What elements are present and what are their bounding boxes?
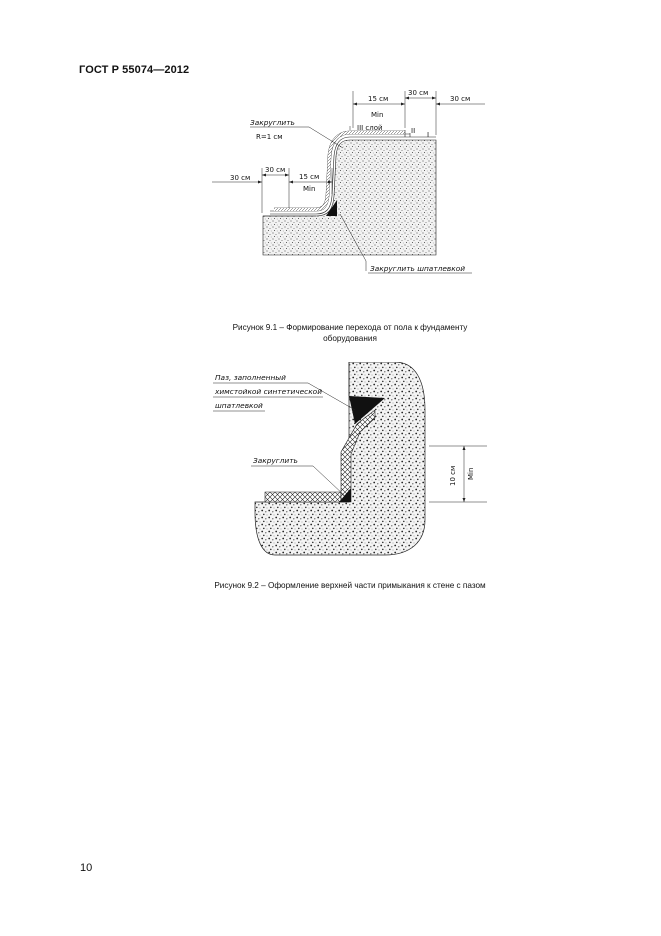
layer-ii-label: II: [411, 127, 416, 135]
radius-label: R=1 см: [256, 133, 283, 141]
figure-9-2: [205, 362, 500, 562]
figure-9-1-caption: [170, 322, 530, 344]
dim-top-min: Min: [371, 111, 384, 119]
figure-9-1-drawing: [200, 88, 490, 288]
page-number: 10: [80, 862, 93, 874]
figure-9-1-caption-line1: Рисунок 9.1 – Формирование перехода от пола к фундаменту: [232, 323, 468, 332]
groove-label-line2: химстойкой синтетической: [215, 387, 323, 396]
groove-label-line3: шпатлевкой: [215, 401, 263, 410]
round-off-label: Закруглить: [250, 118, 295, 127]
figure-9-2-caption: Рисунок 9.2 – Оформление верхней части примыкания к стене с пазом: [214, 581, 486, 590]
dim-top-30b: 30 см: [450, 95, 471, 103]
dim-left-30b: 30 см: [265, 166, 286, 174]
figure-9-1: [200, 88, 490, 288]
dim-left-30a: 30 см: [230, 174, 251, 182]
dim-top-15: 15 см: [368, 95, 389, 103]
dim-top-30a: 30 см: [408, 89, 429, 97]
figure-9-1-caption-line2: оборудования: [323, 334, 377, 343]
document-header: ГОСТ Р 55074—2012: [79, 64, 190, 76]
putty-label: Закруглить шпатлевкой: [370, 264, 466, 273]
round-off-label-2: Закруглить: [253, 456, 298, 465]
layer-i-label: I: [427, 131, 430, 139]
dim-min-2: Min: [467, 467, 475, 480]
figure-9-2-drawing: [205, 362, 500, 562]
groove-label-line1: Паз, заполненный: [215, 373, 286, 382]
dim-left-15: 15 см: [299, 173, 320, 181]
dim-left-min: Min: [303, 185, 316, 193]
dim-10-cm: 10 см: [449, 465, 457, 486]
layer-iii-label: III слой: [357, 124, 383, 132]
